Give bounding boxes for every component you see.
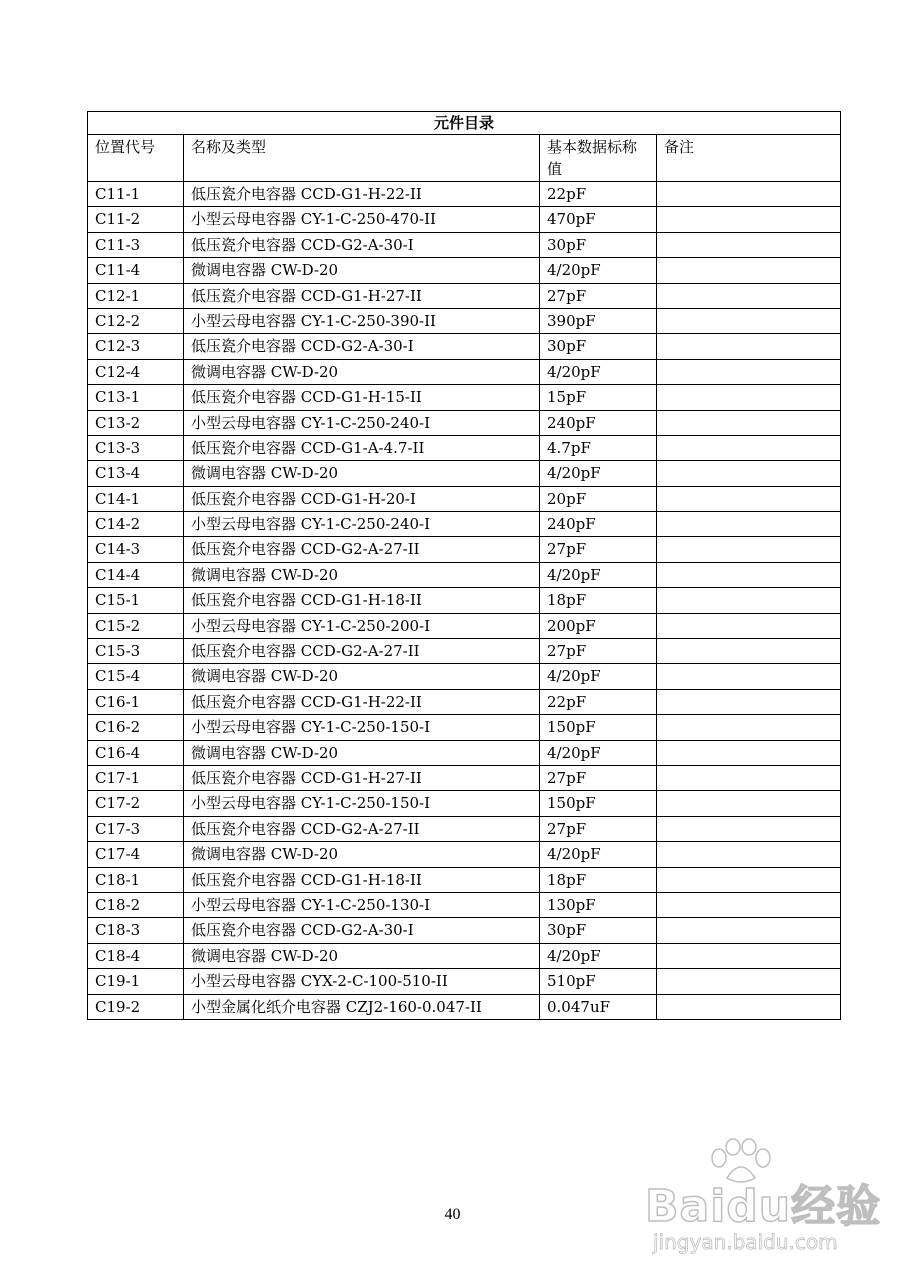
table-row [88, 258, 841, 283]
cell-position: C14-3 [88, 537, 184, 562]
cell-name: 微调电容器 CW-D-20 [184, 842, 540, 867]
cell-name: 低压瓷介电容器 CCD-G2-A-30-I [184, 232, 540, 257]
cell-remark [657, 867, 841, 892]
header-position: 位置代号 [88, 135, 184, 182]
header-remark: 备注 [657, 135, 841, 182]
cell-remark [657, 994, 841, 1019]
cell-name: 低压瓷介电容器 CCD-G2-A-30-I [184, 918, 540, 943]
table-title: 元件目录 [88, 112, 841, 135]
cell-value: 150pF [540, 791, 657, 816]
watermark-url: jingyan.baidu.com [653, 1230, 838, 1254]
watermark-logo: Baidu经验 [645, 1181, 882, 1232]
cell-position: C13-4 [88, 461, 184, 486]
cell-remark [657, 537, 841, 562]
cell-position: C15-3 [88, 639, 184, 664]
table-header-row [88, 135, 841, 182]
cell-position: C15-1 [88, 588, 184, 613]
cell-value: 510pF [540, 969, 657, 994]
cell-position: C12-3 [88, 334, 184, 359]
table-row [88, 410, 841, 435]
table-row [88, 308, 841, 333]
table-row [88, 664, 841, 689]
cell-remark [657, 842, 841, 867]
cell-value: 4/20pF [540, 740, 657, 765]
table-row [88, 816, 841, 841]
cell-value: 27pF [540, 639, 657, 664]
cell-value: 240pF [540, 512, 657, 537]
cell-remark [657, 232, 841, 257]
table-row [88, 385, 841, 410]
cell-name: 微调电容器 CW-D-20 [184, 740, 540, 765]
cell-position: C17-1 [88, 765, 184, 790]
cell-value: 20pF [540, 486, 657, 511]
cell-remark [657, 308, 841, 333]
cell-remark [657, 740, 841, 765]
cell-position: C12-2 [88, 308, 184, 333]
cell-position: C16-4 [88, 740, 184, 765]
cell-value: 240pF [540, 410, 657, 435]
cell-position: C18-4 [88, 943, 184, 968]
table-row [88, 740, 841, 765]
table-row [88, 207, 841, 232]
table-row [88, 892, 841, 917]
table-row [88, 994, 841, 1019]
cell-name: 微调电容器 CW-D-20 [184, 562, 540, 587]
cell-value: 27pF [540, 816, 657, 841]
cell-remark [657, 258, 841, 283]
cell-value: 470pF [540, 207, 657, 232]
table-row [88, 969, 841, 994]
cell-name: 低压瓷介电容器 CCD-G2-A-27-II [184, 639, 540, 664]
cell-remark [657, 512, 841, 537]
cell-name: 微调电容器 CW-D-20 [184, 461, 540, 486]
cell-position: C12-1 [88, 283, 184, 308]
cell-name: 低压瓷介电容器 CCD-G2-A-30-I [184, 334, 540, 359]
cell-value: 30pF [540, 918, 657, 943]
cell-remark [657, 639, 841, 664]
cell-value: 4/20pF [540, 664, 657, 689]
cell-name: 低压瓷介电容器 CCD-G1-H-22-II [184, 689, 540, 714]
cell-value: 22pF [540, 182, 657, 207]
table-row [88, 588, 841, 613]
cell-name: 小型云母电容器 CY-1-C-250-200-I [184, 613, 540, 638]
table-row [88, 182, 841, 207]
table-row [88, 791, 841, 816]
cell-remark [657, 689, 841, 714]
cell-name: 小型云母电容器 CYX-2-C-100-510-II [184, 969, 540, 994]
cell-remark [657, 715, 841, 740]
cell-value: 4/20pF [540, 258, 657, 283]
cell-name: 低压瓷介电容器 CCD-G1-H-22-II [184, 182, 540, 207]
cell-value: 30pF [540, 334, 657, 359]
cell-name: 微调电容器 CW-D-20 [184, 943, 540, 968]
table-row [88, 537, 841, 562]
table-row [88, 613, 841, 638]
table-row [88, 359, 841, 384]
cell-value: 4/20pF [540, 562, 657, 587]
cell-remark [657, 283, 841, 308]
cell-position: C16-2 [88, 715, 184, 740]
cell-remark [657, 969, 841, 994]
cell-name: 低压瓷介电容器 CCD-G2-A-27-II [184, 537, 540, 562]
cell-position: C11-4 [88, 258, 184, 283]
cell-position: C14-2 [88, 512, 184, 537]
cell-remark [657, 486, 841, 511]
cell-remark [657, 765, 841, 790]
watermark [645, 1138, 890, 1278]
cell-name: 微调电容器 CW-D-20 [184, 258, 540, 283]
cell-remark [657, 461, 841, 486]
cell-value: 18pF [540, 867, 657, 892]
cell-name: 低压瓷介电容器 CCD-G1-H-27-II [184, 765, 540, 790]
cell-name: 小型云母电容器 CY-1-C-250-390-II [184, 308, 540, 333]
cell-remark [657, 664, 841, 689]
table-row [88, 334, 841, 359]
table-row [88, 639, 841, 664]
cell-position: C16-1 [88, 689, 184, 714]
table-row [88, 486, 841, 511]
cell-name: 小型云母电容器 CY-1-C-250-130-I [184, 892, 540, 917]
cell-value: 4/20pF [540, 943, 657, 968]
cell-value: 18pF [540, 588, 657, 613]
cell-position: C12-4 [88, 359, 184, 384]
cell-remark [657, 410, 841, 435]
cell-remark [657, 435, 841, 460]
cell-position: C14-1 [88, 486, 184, 511]
cell-value: 22pF [540, 689, 657, 714]
table-row [88, 232, 841, 257]
cell-value: 0.047uF [540, 994, 657, 1019]
cell-value: 27pF [540, 765, 657, 790]
cell-remark [657, 182, 841, 207]
cell-name: 小型云母电容器 CY-1-C-250-240-I [184, 512, 540, 537]
cell-remark [657, 613, 841, 638]
cell-position: C14-4 [88, 562, 184, 587]
table-row [88, 715, 841, 740]
cell-name: 小型云母电容器 CY-1-C-250-150-I [184, 715, 540, 740]
cell-remark [657, 385, 841, 410]
table-row [88, 461, 841, 486]
component-table [87, 111, 841, 1020]
cell-position: C15-4 [88, 664, 184, 689]
cell-name: 低压瓷介电容器 CCD-G1-H-15-II [184, 385, 540, 410]
cell-remark [657, 918, 841, 943]
cell-position: C11-2 [88, 207, 184, 232]
cell-position: C11-3 [88, 232, 184, 257]
cell-value: 30pF [540, 232, 657, 257]
cell-name: 低压瓷介电容器 CCD-G2-A-27-II [184, 816, 540, 841]
table-row [88, 943, 841, 968]
table-row [88, 918, 841, 943]
table-row [88, 435, 841, 460]
cell-position: C13-3 [88, 435, 184, 460]
cell-name: 低压瓷介电容器 CCD-G1-H-18-II [184, 588, 540, 613]
cell-remark [657, 816, 841, 841]
cell-position: C19-1 [88, 969, 184, 994]
cell-position: C13-2 [88, 410, 184, 435]
table-title-row [88, 112, 841, 135]
cell-position: C18-2 [88, 892, 184, 917]
table-row [88, 512, 841, 537]
cell-value: 150pF [540, 715, 657, 740]
cell-value: 4/20pF [540, 359, 657, 384]
cell-position: C18-1 [88, 867, 184, 892]
cell-name: 小型金属化纸介电容器 CZJ2-160-0.047-II [184, 994, 540, 1019]
table-row [88, 689, 841, 714]
cell-position: C18-3 [88, 918, 184, 943]
table-row [88, 562, 841, 587]
cell-remark [657, 791, 841, 816]
cell-name: 微调电容器 CW-D-20 [184, 664, 540, 689]
cell-position: C17-4 [88, 842, 184, 867]
cell-position: C15-2 [88, 613, 184, 638]
cell-name: 小型云母电容器 CY-1-C-250-150-I [184, 791, 540, 816]
cell-remark [657, 334, 841, 359]
cell-value: 27pF [540, 283, 657, 308]
header-name: 名称及类型 [184, 135, 540, 182]
table-row [88, 867, 841, 892]
cell-value: 4/20pF [540, 461, 657, 486]
page-number: 40 [444, 1206, 461, 1223]
cell-position: C13-1 [88, 385, 184, 410]
cell-name: 小型云母电容器 CY-1-C-250-470-II [184, 207, 540, 232]
cell-position: C17-3 [88, 816, 184, 841]
table-row [88, 842, 841, 867]
cell-name: 微调电容器 CW-D-20 [184, 359, 540, 384]
cell-value: 15pF [540, 385, 657, 410]
cell-position: C17-2 [88, 791, 184, 816]
cell-remark [657, 588, 841, 613]
cell-remark [657, 892, 841, 917]
cell-position: C19-2 [88, 994, 184, 1019]
cell-remark [657, 359, 841, 384]
cell-name: 低压瓷介电容器 CCD-G1-H-20-I [184, 486, 540, 511]
header-value: 基本数据标称值 [540, 135, 657, 182]
cell-value: 27pF [540, 537, 657, 562]
cell-name: 小型云母电容器 CY-1-C-250-240-I [184, 410, 540, 435]
table-body [88, 182, 841, 1020]
cell-value: 390pF [540, 308, 657, 333]
cell-remark [657, 562, 841, 587]
cell-position: C11-1 [88, 182, 184, 207]
cell-value: 130pF [540, 892, 657, 917]
cell-value: 4.7pF [540, 435, 657, 460]
cell-remark [657, 207, 841, 232]
cell-value: 4/20pF [540, 842, 657, 867]
table-row [88, 765, 841, 790]
cell-name: 低压瓷介电容器 CCD-G1-H-27-II [184, 283, 540, 308]
cell-remark [657, 943, 841, 968]
cell-value: 200pF [540, 613, 657, 638]
cell-name: 低压瓷介电容器 CCD-G1-A-4.7-II [184, 435, 540, 460]
table-row [88, 283, 841, 308]
cell-name: 低压瓷介电容器 CCD-G1-H-18-II [184, 867, 540, 892]
